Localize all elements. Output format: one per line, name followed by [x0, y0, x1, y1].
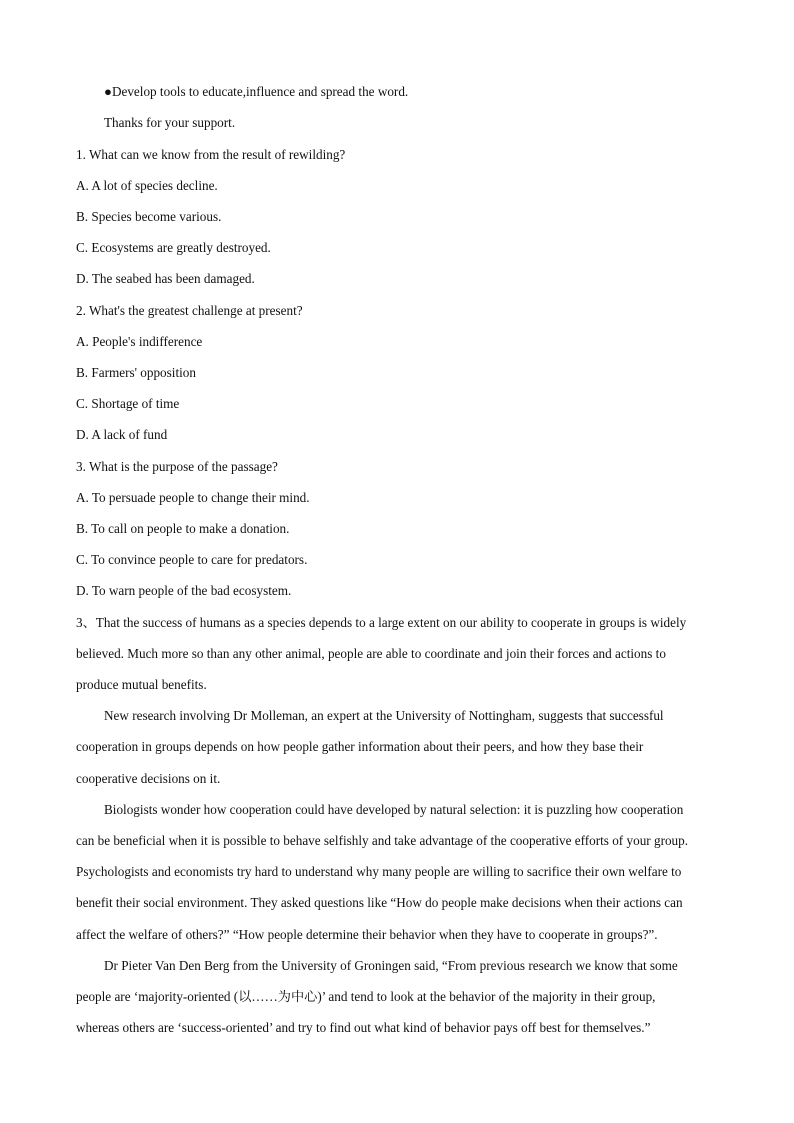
passage-p3-line-3: Psychologists and economists try hard to understand why many people are willing to sacrifice their own welfare to: [76, 864, 682, 879]
passage-p1-line-2: believed. Much more so than any other animal, people are able to coordinate and join their forces and actions to: [76, 646, 666, 661]
question-2-option-a: A. People's indifference: [76, 334, 203, 349]
passage-p3-line-5: affect the welfare of others?” “How people determine their behavior when they have to cooperate in groups?”.: [76, 927, 658, 942]
question-3-option-c: C. To convince people to care for predators.: [76, 552, 308, 567]
question-3-option-d: D. To warn people of the bad ecosystem.: [76, 583, 292, 598]
passage-p2-line-3: cooperative decisions on it.: [76, 771, 221, 786]
passage-p2-line-1: New research involving Dr Molleman, an expert at the University of Nottingham, suggests that successful: [104, 708, 664, 723]
question-3-option-b: B. To call on people to make a donation.: [76, 521, 290, 536]
passage-p4-line-2: people are ‘majority-oriented (以……为中心)’ and tend to look at the behavior of the majority in their group,: [76, 989, 656, 1004]
passage-p4-line-1: Dr Pieter Van Den Berg from the University of Groningen said, “From previous research we know that some: [104, 958, 678, 973]
question-1-option-d: D. The seabed has been damaged.: [76, 271, 255, 286]
question-2-option-b: B. Farmers' opposition: [76, 365, 196, 380]
intro-thanks: Thanks for your support.: [104, 115, 236, 130]
question-3-prompt: 3. What is the purpose of the passage?: [76, 459, 278, 474]
passage-p3-line-4: benefit their social environment. They asked questions like “How do people make decisions when their actions can: [76, 895, 683, 910]
question-1-option-b: B. Species become various.: [76, 209, 222, 224]
question-3-option-a: A. To persuade people to change their mind.: [76, 490, 310, 505]
intro-bullet: ●Develop tools to educate,influence and spread the word.: [104, 84, 409, 99]
question-2-option-c: C. Shortage of time: [76, 396, 180, 411]
passage-p3-line-1: Biologists wonder how cooperation could have developed by natural selection: it is puzzling how cooperation: [104, 802, 684, 817]
question-1-option-c: C. Ecosystems are greatly destroyed.: [76, 240, 271, 255]
passage-p1-line-1: 3、That the success of humans as a species depends to a large extent on our ability to cooperate in groups is widely: [76, 615, 687, 630]
question-1-prompt: 1. What can we know from the result of rewilding?: [76, 147, 346, 162]
question-1-option-a: A. A lot of species decline.: [76, 178, 218, 193]
passage-p4-line-3: whereas others are ‘success-oriented’ and try to find out what kind of behavior pays off best for themselves.”: [76, 1020, 651, 1035]
question-2-prompt: 2. What's the greatest challenge at present?: [76, 303, 303, 318]
question-2-option-d: D. A lack of fund: [76, 427, 168, 442]
passage-p3-line-2: can be beneficial when it is possible to behave selfishly and take advantage of the cooperative efforts of your group.: [76, 833, 689, 848]
passage-p2-line-2: cooperation in groups depends on how people gather information about their peers, and how they base their: [76, 739, 644, 754]
passage-p1-line-3: produce mutual benefits.: [76, 677, 207, 692]
